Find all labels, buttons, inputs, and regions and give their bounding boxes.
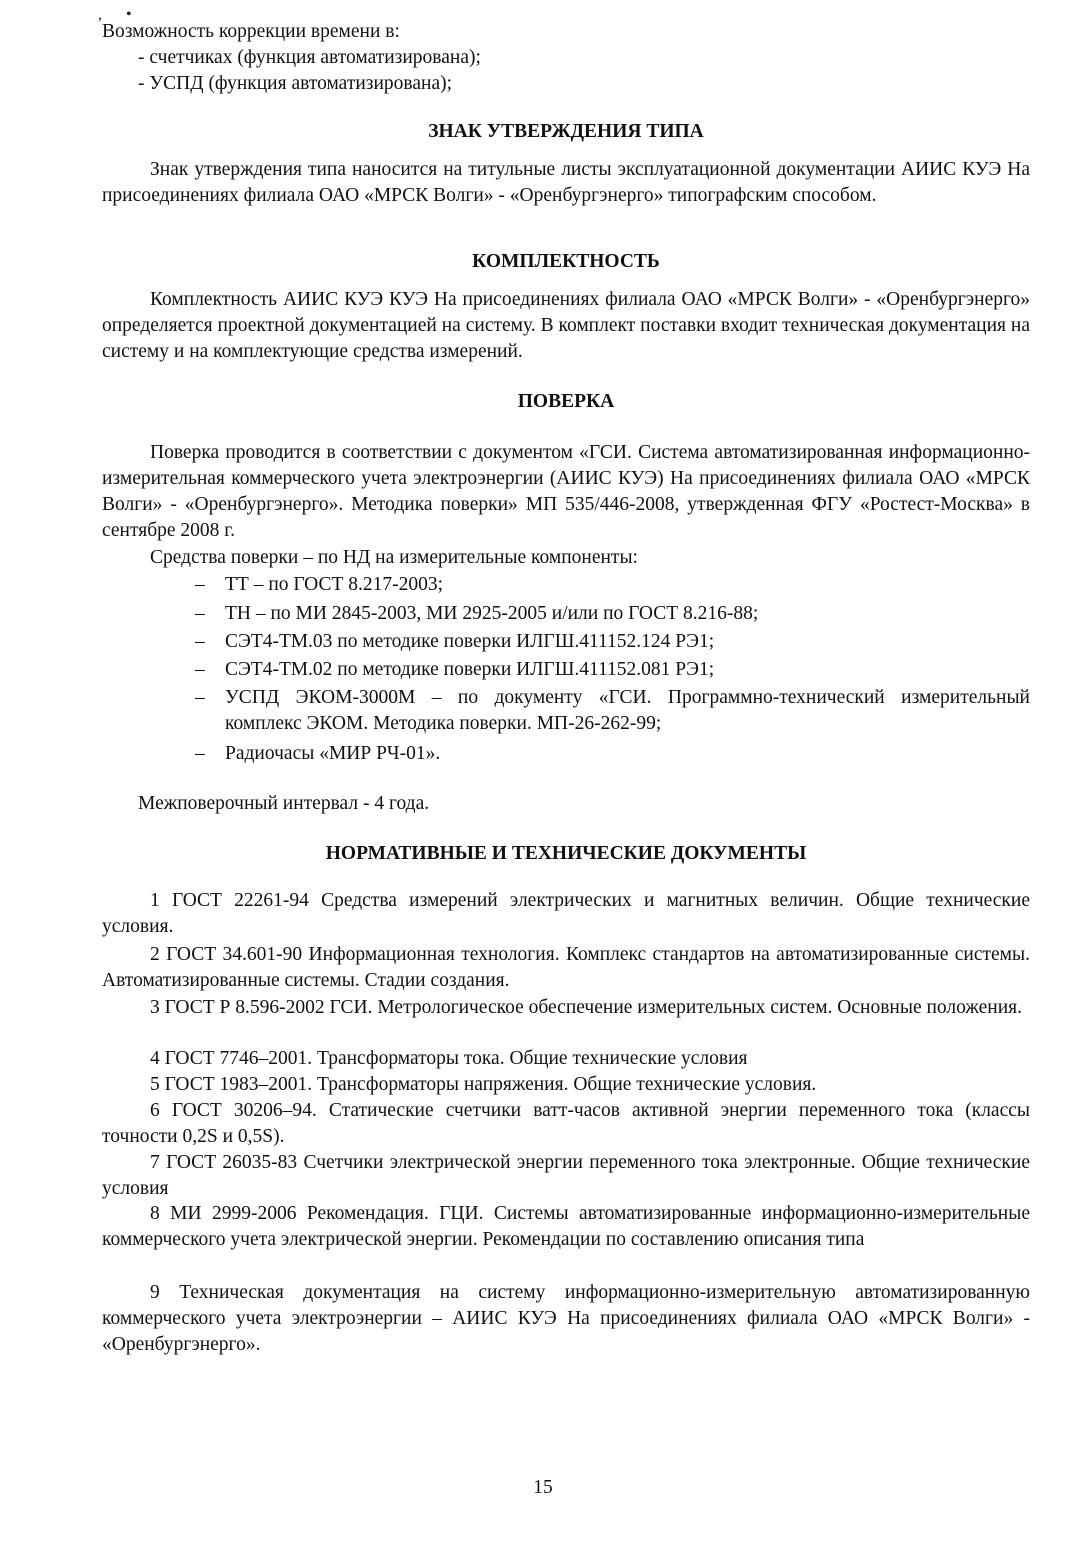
verification-interval: Межповерочный интервал - 4 года. [138,793,430,814]
section-heading-normative-documents: НОРМАТИВНЫЕ И ТЕХНИЧЕСКИЕ ДОКУМЕНТЫ [325,843,807,864]
time-correction-intro: Возможность коррекции времени в: [102,21,400,42]
list-dash: – [195,603,205,624]
verification-tool-item: – СЭТ4-ТМ.03 по методике поверки ИЛГШ.411152.124 РЭ1; [195,629,1030,655]
normative-doc-item: 4 ГОСТ 7746–2001. Трансформаторы тока. Общие технические условия [150,1048,748,1069]
verification-tool-item: – ТН – по МИ 2845-2003, МИ 2925-2005 и/или по ГОСТ 8.216-88; [195,601,1030,627]
normative-doc-item: 7 ГОСТ 26035-83 Счетчики электрической энергии переменного тока электронные. Общие технические условия [102,1152,1030,1199]
list-dash: – [195,743,205,764]
scan-marks: , • [98,6,142,23]
verification-tools-intro: Средства поверки – по НД на измерительные компоненты: [150,547,638,568]
normative-doc-item: 9 Техническая документация на систему информационно-измерительную автоматизированную коммерческого учета электроэнергии – АИИС КУЭ На присоединениях филиала ОАО «МРСК Волги» - «Оренбургэнерго». [102,1282,1030,1355]
normative-doc-item: 3 ГОСТ Р 8.596-2002 ГСИ. Метрологическое обеспечение измерительных систем. Основные положения. [150,997,1023,1018]
section-heading-completeness: КОМПЛЕКТНОСТЬ [472,251,660,272]
verification-tool-item: – ТТ – по ГОСТ 8.217-2003; [195,572,1030,598]
verification-tool-item: – Радиочасы «МИР РЧ-01». [195,741,1030,767]
list-dash: – [195,631,205,652]
type-approval-paragraph: Знак утверждения типа наносится на титульные листы эксплуатационной документации АИИС КУЭ На присоединениях филиала ОАО «МРСК Волги» - «Оренбургэнерго» типографским способом. [102,159,1030,206]
verification-tool-item: – СЭТ4-ТМ.02 по методике поверки ИЛГШ.411152.081 РЭ1; [195,657,1030,683]
verification-paragraph: Поверка проводится в соответствии с документом «ГСИ. Система автоматизированная информационно-измерительная коммерческого учета электроэнергии (АИИС КУЭ) На присоединениях филиала ОАО «МРСК Волги» - «Оренбургэнерго». Методика поверки» МП 535/446-2008, утвержденная ФГУ «Ростест-Москва» в сентябре 2008 г. [102,442,1030,541]
normative-doc-item: 6 ГОСТ 30206–94. Статические счетчики ватт-часов активной энергии переменного тока (классы точности 0,2S и 0,5S). [102,1100,1030,1147]
section-heading-type-approval: ЗНАК УТВЕРЖДЕНИЯ ТИПА [428,121,704,142]
completeness-paragraph: Комплектность АИИС КУЭ КУЭ На присоединениях филиала ОАО «МРСК Волги» - «Оренбургэнерго» определяется проектной документацией на систему. В комплект поставки входит техническая документация на систему и на комплектующие средства измерений. [102,289,1030,362]
verification-tool-item: – УСПД ЭКОМ-3000М – по документу «ГСИ. Программно-технический измерительный комплекс ЭКОМ. Методика поверки. МП-26-262-99; [195,687,1030,734]
page-number: 15 [533,1477,553,1498]
section-heading-verification: ПОВЕРКА [517,391,615,412]
normative-doc-item: 2 ГОСТ 34.601-90 Информационная технология. Комплекс стандартов на автоматизированные системы. Автоматизированные системы. Стадии создания. [102,944,1030,991]
list-dash: – [195,574,205,595]
normative-doc-item: 5 ГОСТ 1983–2001. Трансформаторы напряжения. Общие технические условия. [150,1074,817,1095]
normative-doc-item: 8 МИ 2999-2006 Рекомендация. ГЦИ. Системы автоматизированные информационно-измерительные коммерческого учета электрической энергии. Рекомендации по составлению описания типа [102,1203,1030,1250]
time-correction-item: - счетчиках (функция автоматизирована); [138,47,481,68]
list-dash: – [195,659,205,680]
list-dash: – [195,687,205,708]
normative-doc-item: 1 ГОСТ 22261-94 Средства измерений электрических и магнитных величин. Общие технические условия. [102,890,1030,937]
time-correction-item: - УСПД (функция автоматизирована); [138,73,453,94]
